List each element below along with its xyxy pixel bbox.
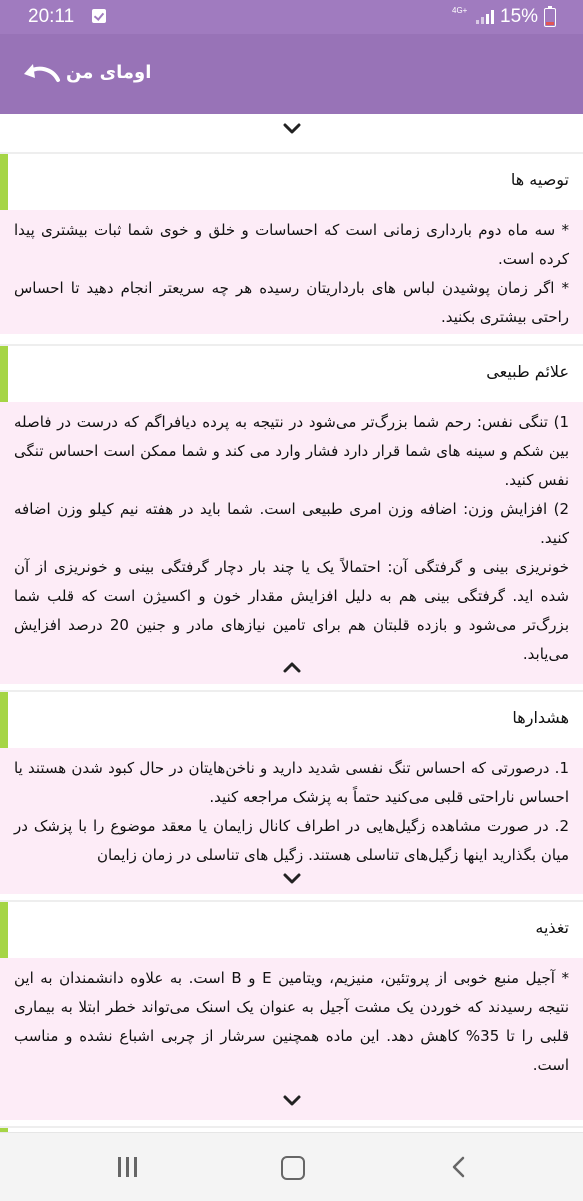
- content-list[interactable]: [0, 114, 583, 1132]
- status-time: 20:11: [28, 6, 75, 27]
- app-title: اومای من: [66, 62, 152, 83]
- paragraph: 1) تنگی نفس: رحم شما بزرگ‌تر می‌شود در نتیجه به پرده دیافراگم که درست در فاصله بین شکم و سینه های شما قرار دارد فشار وارد می کند و شما ممکن است احساس تنگی نفس کنید.: [14, 413, 569, 489]
- paragraph: 1. درصورتی که احساس تنگ نفسی شدید دارید و ناخن‌هایتان در حال کبود شدن هستند یا احساس ناراحتی قلبی می‌کنید حتماً به پزشک مراجعه کنید.: [14, 759, 569, 806]
- paragraph: 2) افزایش وزن: اضافه وزن امری طبیعی است. شما باید در هفته نیم کیلو وزن اضافه کنید.: [14, 500, 569, 547]
- chevron-up-icon[interactable]: [280, 658, 304, 676]
- recents-icon[interactable]: [118, 1157, 140, 1177]
- section-header-recommendations[interactable]: [0, 152, 583, 210]
- section-body-nutrition: [0, 958, 583, 1120]
- chevron-down-icon[interactable]: [280, 120, 304, 138]
- status-bar: [0, 0, 583, 34]
- paragraph: خونریزی بینی و گرفتگی آن: احتمالاً یک یا چند بار دچار گرفتگی بینی و خونریزی از آن شده اید. گرفتگی بینی هم به دلیل افزایش مقدار خون و اکسیژن است که قلب شما بزرگ‌تر می‌شود و بازده قلبتان هم برای تامین نیازهای مادر و جنین 20 درصد افزایش می‌یابد.: [14, 558, 569, 663]
- app-bar: [0, 34, 583, 114]
- section-body-normal-symptoms: [0, 402, 583, 684]
- network-type: 4G+: [452, 6, 468, 15]
- section-accent: [0, 692, 8, 748]
- notification-check-icon: [92, 9, 106, 23]
- back-arrow-icon[interactable]: [20, 60, 62, 86]
- section-accent: [0, 902, 8, 958]
- section-title: هشدارها: [512, 708, 569, 727]
- system-nav-bar: [0, 1132, 583, 1201]
- chevron-down-icon[interactable]: [280, 1092, 304, 1110]
- section-title: تغذیه: [535, 918, 569, 937]
- back-icon[interactable]: [449, 1156, 469, 1178]
- paragraph: * آجیل منبع خوبی از پروتئین، منیزیم، ویتامین E و B است. به علاوه دانشمندان به این نتیجه رسیدند که خوردن یک مشت آجیل به عنوان یک اسنک می‌تواند خطر ابتلا به بیماری قلبی را تا 35% کاهش دهد. این ماده همچنین سرشار از چربی اشباع نشده و مناسب است.: [14, 969, 570, 1074]
- battery-icon: [544, 8, 556, 27]
- section-title: توصیه ها: [510, 170, 569, 189]
- section-body-recommendations: [0, 210, 583, 334]
- section-body-warnings: [0, 748, 583, 894]
- paragraph: * اگر زمان پوشیدن لباس های بارداریتان رسیده هر چه سریعتر انجام دهید تا احساس راحتی بیشتری بکنید.: [14, 279, 569, 326]
- section-header-normal-symptoms[interactable]: [0, 344, 583, 402]
- paragraph: * سه ماه دوم بارداری زمانی است که احساسات و خلق و خوی شما ثبات بیشتری پیدا کرده است.: [14, 221, 569, 268]
- section-accent: [0, 346, 8, 402]
- section-title: علائم طبیعی: [486, 362, 569, 381]
- paragraph: 2. در صورت مشاهده زگیل‌هایی در اطراف کانال زایمان یا معقد موضوع را با پزشک در میان بگذارید اینها زگیل‌های تناسلی هستند. زگیل های تناسلی در زمان زایمان: [14, 817, 569, 864]
- section-header-warnings[interactable]: [0, 690, 583, 748]
- section-header-nutrition[interactable]: [0, 900, 583, 958]
- battery-percent: 15%: [500, 6, 539, 27]
- signal-icon: [476, 10, 494, 24]
- chevron-down-icon[interactable]: [280, 870, 304, 888]
- home-icon[interactable]: [281, 1156, 305, 1180]
- section-accent: [0, 154, 8, 210]
